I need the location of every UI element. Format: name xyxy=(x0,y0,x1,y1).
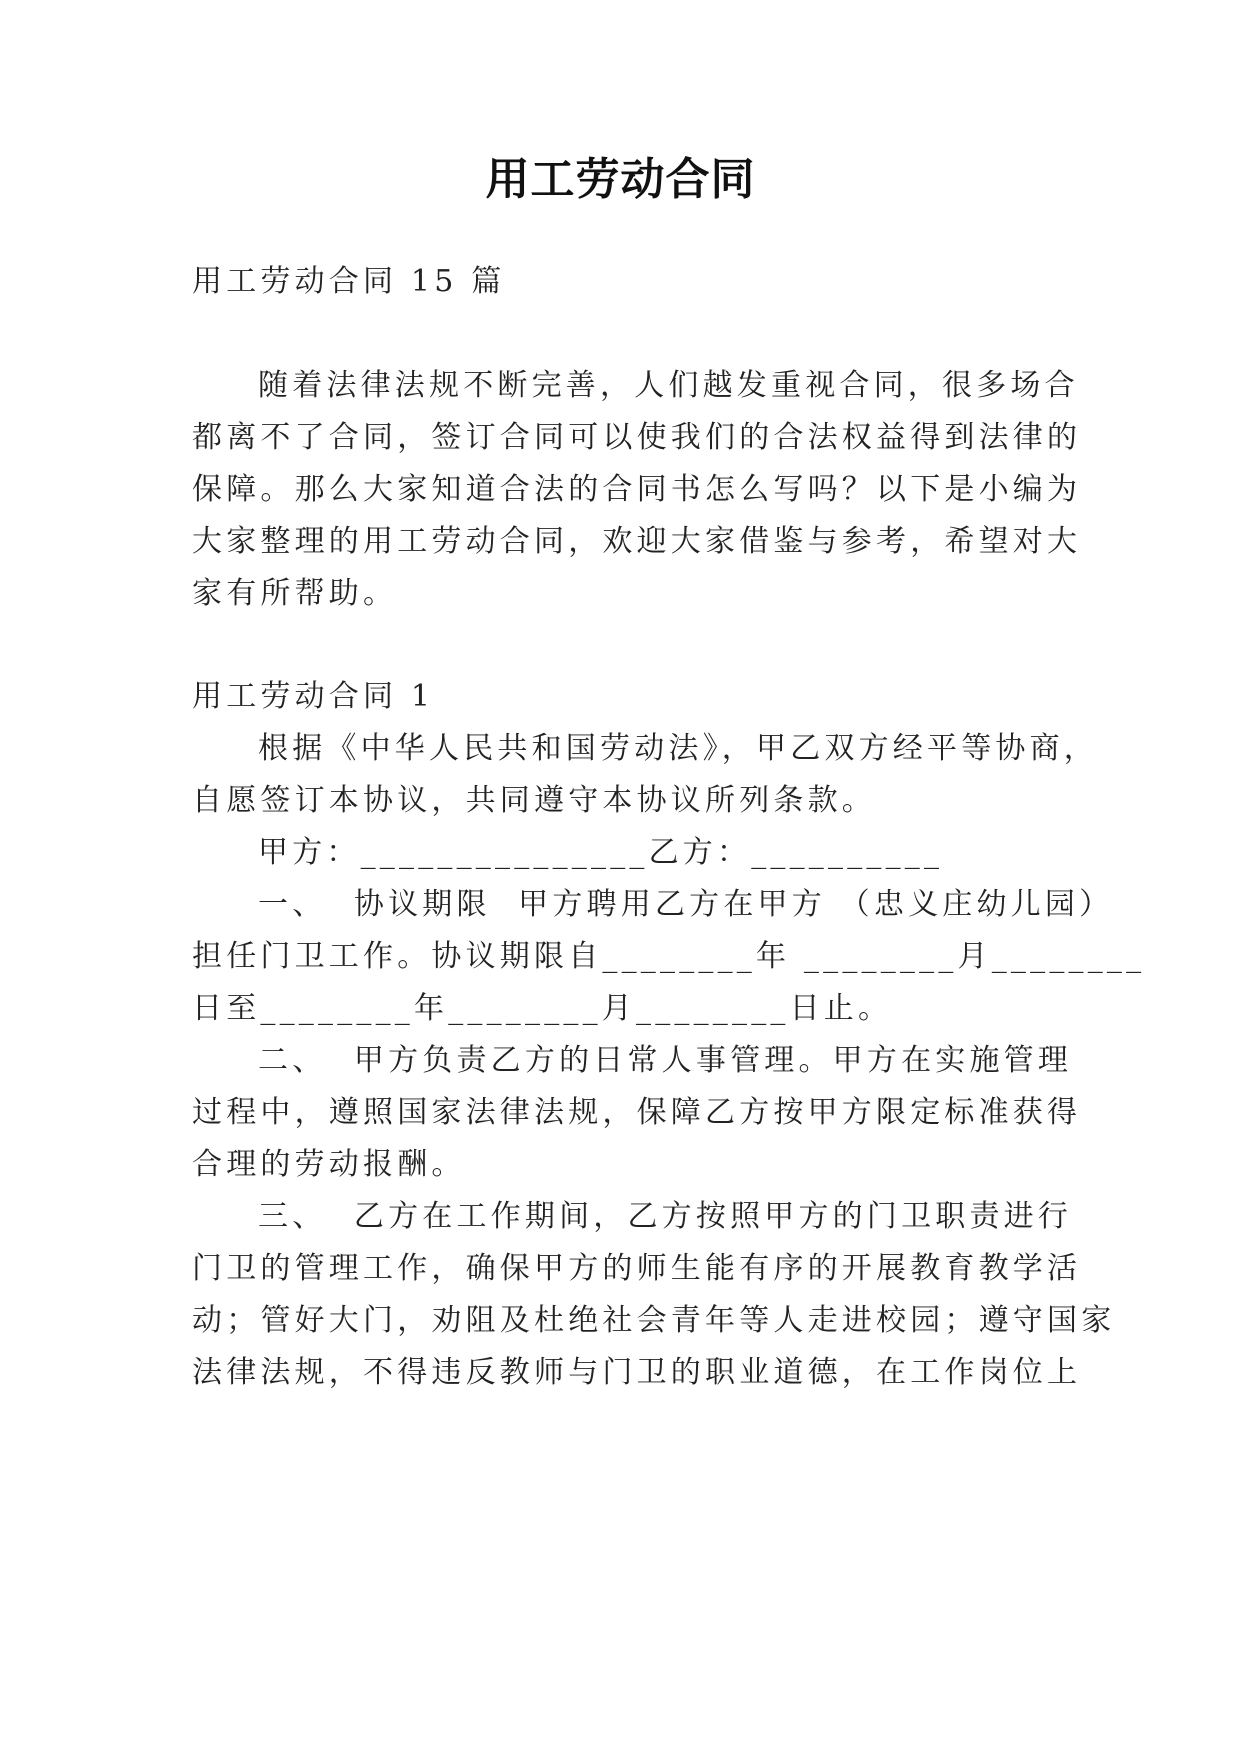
body-line: 日至________年________月________日止。 xyxy=(192,991,893,1026)
document-title: 用工劳动合同 xyxy=(485,154,756,205)
body-line: 一、 协议期限 甲方聘用乙方在甲方 （忠义庄幼儿园） xyxy=(258,887,1114,922)
body-line: 过程中，遵照国家法律法规，保障乙方按甲方限定标准获得 xyxy=(192,1095,1082,1130)
body-line: 合理的劳动报酬。 xyxy=(192,1147,466,1182)
intro-line: 都离不了合同，签订合同可以使我们的合法权益得到法律的 xyxy=(192,420,1082,455)
body-line: 根据《中华人民共和国劳动法》，甲乙双方经平等协商， xyxy=(258,731,1098,766)
body-line: 法律法规，不得违反教师与门卫的职业道德，在工作岗位上 xyxy=(192,1355,1082,1390)
body-line: 担任门卫工作。协议期限自________年 ________月________ xyxy=(192,939,1146,974)
intro-line: 大家整理的用工劳动合同，欢迎大家借鉴与参考，希望对大 xyxy=(192,524,1082,559)
section-heading: 用工劳动合同 1 xyxy=(192,679,435,714)
body-line: 动；管好大门，劝阻及杜绝社会青年等人走进校园；遵守国家 xyxy=(192,1303,1116,1338)
body-line: 门卫的管理工作，确保甲方的师生能有序的开展教育教学活 xyxy=(192,1251,1082,1286)
body-line: 二、 甲方负责乙方的日常人事管理。甲方在实施管理 xyxy=(258,1043,1073,1078)
intro-line: 随着法律法规不断完善，人们越发重视合同，很多场合 xyxy=(258,368,1079,403)
intro-line: 家有所帮助。 xyxy=(192,576,398,611)
signature-parties-line: 甲方：_______________乙方：__________ xyxy=(258,835,944,870)
body-line: 自愿签订本协议，共同遵守本协议所列条款。 xyxy=(192,783,876,818)
body-line: 三、 乙方在工作期间，乙方按照甲方的门卫职责进行 xyxy=(258,1199,1073,1234)
document-subtitle: 用工劳动合同 15 篇 xyxy=(192,264,506,299)
intro-line: 保障。那么大家知道合法的合同书怎么写吗？以下是小编为 xyxy=(192,472,1082,507)
